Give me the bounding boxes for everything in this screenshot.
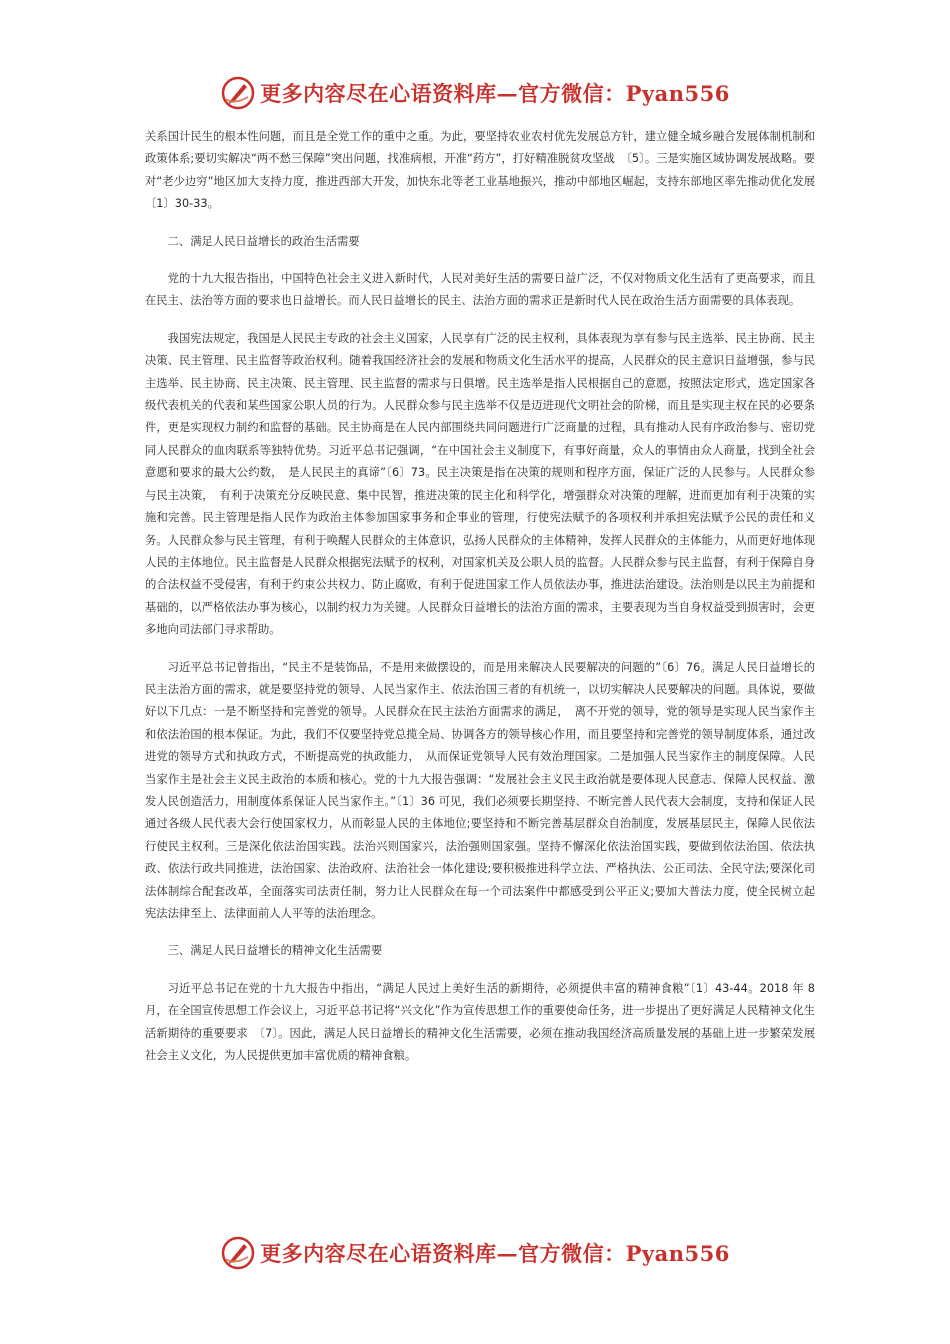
paragraph: 习近平总书记在党的十九大报告中指出，“满足人民过上美好生活的新期待，必须提供丰富的精神食粮”〔1〕43-44。2018 年 8 月，在全国宣传思想工作会议上，习近平总书记将“兴文化”作为宣传思想工作的重要使命任务，进一步提出了更好满足人民精神文化生活新期待的重要要求 〔7〕。因此，满足人民日益增长的精神文化生活需要，必须在推动我国经济高质量发展的基础上进一步繁荣发展社会主义文化，为人民提供更加丰富优质的精神食粮。: [145, 981, 815, 1063]
paragraph: 我国宪法规定，我国是人民民主专政的社会主义国家，人民享有广泛的民主权利，具体表现为享有参与民主选举、民主协商、民主决策、民主管理、民主监督等政治权利。随着我国经济社会的发展和物质文化生活水平的提高，人民群众的民主意识日益增强，参与民主选举、民主协商、民主决策、民主管理、民主监督的需求与日俱增。民主选举是指人民根据自己的意愿，按照法定形式，选定国家各级代表机关的代表和某些国家公职人员的行为。人民群众参与民主选举不仅是迈进现代文明社会的阶梯，而且是实现主权在民的必要条件，更是实现权力制约和监督的基础。民主协商是在人民内部围绕共同问题进行广泛商量的过程，具有推动人民有序政治参与、密切党同人民群众的血肉联系等独特优势。习近平总书记强调，“在中国社会主义制度下，有事好商量，众人的事情由众人商量，找到全社会意愿和要求的最大公约数， 是人民民主的真谛”〔6〕73。民主决策是指在决策的规则和程序方面，保证广泛的人民参与。人民群众参与民主决策， 有利于决策充分反映民意、集中民智，推进决策的民主化和科学化，增强群众对决策的理解，进而更加有利于决策的实施和完善。民主管理是指人民作为政治主体参加国家事务和企事业的管理，行使宪法赋予的各项权利并承担宪法赋予公民的责任和义务。人民群众参与民主管理，有利于唤醒人民群众的主体意识，弘扬人民群众的主体精神，发挥人民群众的主体能力，从而更好地体现人民的主体地位。民主监督是人民群众根据宪法赋予的权利，对国家机关及公职人员的监督。人民群众参与民主监督，有利于保障自身的合法权益不受侵害，有利于约束公共权力、防止腐败，有利于促进国家工作人员依法办事，推进法治建设。法治则是以民主为前提和基础的，以严格依法办事为核心，以制约权力为关键。人民群众日益增长的法治方面的需求，主要表现为当自身权益受到损害时，会更多地向司法部门寻求帮助。: [145, 331, 815, 637]
pen-logo-icon: [220, 1235, 256, 1271]
header-banner: [0, 73, 950, 113]
document-body: [145, 126, 827, 1082]
section-heading: 三、满足人民日益增长的精神文化生活需要: [167, 944, 383, 958]
paragraph: 党的十九大报告指出，中国特色社会主义进入新时代，人民对美好生活的需要日益广泛，不仅对物质文化生活有了更高要求，而且在民主、法治等方面的要求也日益增长。而人民日益增长的民主、法治方面的需求正是新时代人民在政治生活方面需要的具体表现。: [145, 272, 815, 308]
pen-logo-icon: [220, 75, 256, 111]
footer-banner-text: 更多内容尽在心语资料库—官方微信：Pyan556: [260, 1241, 730, 1266]
header-banner-text: 更多内容尽在心语资料库—官方微信：Pyan556: [260, 81, 730, 106]
section-heading: 二、满足人民日益增长的政治生活需要: [167, 234, 360, 248]
footer-banner: [0, 1233, 950, 1273]
paragraph: 习近平总书记曾指出，“民主不是装饰品，不是用来做摆设的，而是用来解决人民要解决的问题的”〔6〕76。满足人民日益增长的民主法治方面的需求，就是要坚持党的领导、人民当家作主、依法治国三者的有机统一，以切实解决人民要解决的问题。具体说，要做好以下几点：一是不断坚持和完善党的领导。人民群众在民主法治方面需求的满足， 离不开党的领导，党的领导是实现人民当家作主和依法治国的根本保证。为此，我们不仅要坚持党总揽全局、协调各方的领导核心作用，而且要坚持和完善党的领导制度体系，通过改进党的领导方式和执政方式，不断提高党的执政能力， 从而保证党领导人民有效治理国家。二是加强人民当家作主的制度保障。人民当家作主是社会主义民主政治的本质和核心。党的十九大报告强调：“发展社会主义民主政治就是要体现人民意志、保障人民权益、激发人民创造活力，用制度体系保证人民当家作主。”〔1〕36 可见，我们必须要长期坚持、不断完善人民代表大会制度，支持和保证人民通过各级人民代表大会行使国家权力，从而彰显人民的主体地位;要坚持和不断完善基层群众自治制度，发展基层民主，保障人民依法行使民主权利。三是深化依法治国实践。法治兴则国家兴，法治强则国家强。坚持不懈深化依法治国实践，要做到依法治国、依法执政、依法行政共同推进，法治国家、法治政府、法治社会一体化建设;要积极推进科学立法、严格执法、公正司法、全民守法;要深化司法体制综合配套改革，全面落实司法责任制，努力让人民群众在每一个司法案件中都感受到公平正义;要加大普法力度，使全民树立起宪法法律至上、法律面前人人平等的法治理念。: [145, 660, 815, 920]
paragraph: 关系国计民生的根本性问题，而且是全党工作的重中之重。为此，要坚持农业农村优先发展总方针，建立健全城乡融合发展体制机制和政策体系;要切实解决“两不愁三保障”突出问题，找准病根，开准“药方”，打好精准脱贫攻坚战 〔5〕。三是实施区域协调发展战略。要对“老少边穷”地区加大支持力度，推进西部大开发，加快东北等老工业基地振兴，推动中部地区崛起，支持东部地区率先推动优化发展 〔1〕30-33。: [145, 130, 827, 211]
